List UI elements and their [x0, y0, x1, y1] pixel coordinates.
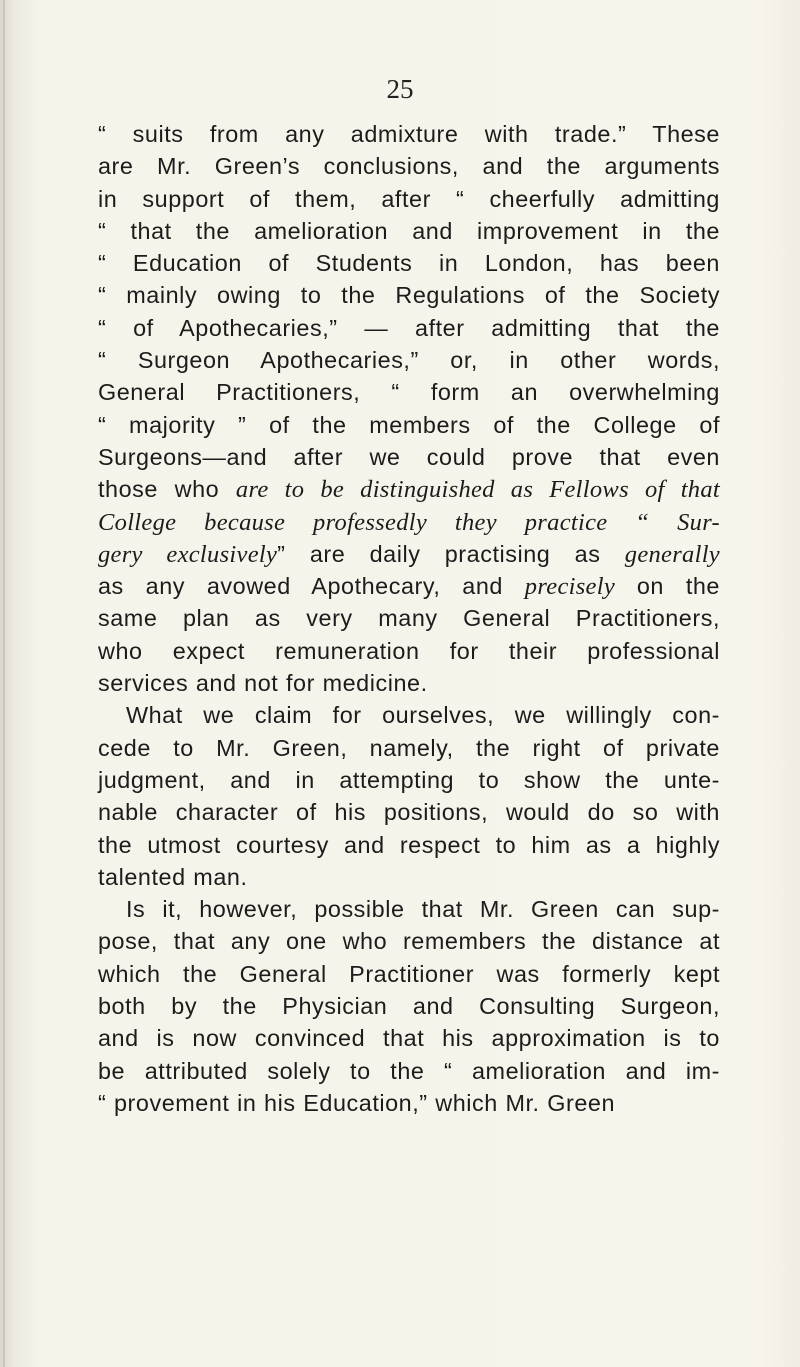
body-text	[98, 118, 720, 1119]
text-run: and is now convinced that his approximation is to	[98, 1025, 720, 1052]
text-run: ” are daily practising as	[277, 540, 625, 567]
italic-text: gery exclusively	[98, 540, 278, 568]
text-run: “ mainly owing to the Regulations of the Society	[98, 282, 720, 309]
text-line	[98, 344, 720, 376]
text-line	[98, 506, 720, 538]
text-line	[98, 473, 720, 505]
text-line	[98, 409, 720, 441]
text-run: cede to Mr. Green, namely, the right of private	[98, 734, 720, 761]
text-line	[98, 570, 720, 602]
text-run: What we claim for ourselves, we willingly con-	[126, 702, 720, 729]
page-number: 25	[386, 74, 414, 104]
text-run: “ majority ” of the members of the College of	[98, 411, 720, 438]
text-line	[98, 796, 720, 828]
italic-text: generally	[624, 540, 720, 568]
text-line	[98, 150, 720, 182]
text-run: “ provement in his Education,” which Mr. Green	[98, 1089, 616, 1116]
text-line	[98, 667, 720, 699]
text-line	[98, 925, 720, 957]
italic-text: are to be distinguished as Fellows of that	[235, 476, 721, 504]
text-run: Is it, however, possible that Mr. Green can sup-	[126, 896, 720, 923]
text-run: services and not for medicine.	[98, 670, 428, 697]
text-line	[98, 441, 720, 473]
text-line	[98, 764, 720, 796]
text-run: judgment, and in attempting to show the unte-	[98, 766, 720, 793]
text-line	[98, 990, 720, 1022]
text-run: “ suits from any admixture with trade.” These	[98, 121, 720, 147]
text-line	[98, 829, 720, 861]
text-run: talented man.	[98, 863, 248, 890]
text-line	[98, 635, 720, 667]
text-run: nable character of his positions, would do so with	[98, 799, 720, 826]
page-gutter	[3, 0, 5, 1367]
text-run: those who	[98, 476, 236, 503]
text-line	[98, 732, 720, 764]
text-run: “ Surgeon Apothecaries,” or, in other words,	[98, 347, 720, 374]
text-line	[98, 118, 720, 150]
text-line	[98, 247, 720, 279]
text-line	[98, 1087, 720, 1119]
text-run: which the General Practitioner was formerly kept	[98, 960, 720, 987]
text-run: are Mr. Green’s conclusions, and the arguments	[98, 153, 720, 180]
text-line	[98, 279, 720, 311]
text-line	[98, 1022, 720, 1054]
text-line	[98, 958, 720, 990]
text-run: “ Education of Students in London, has been	[98, 250, 720, 277]
text-line	[98, 1055, 720, 1087]
text-run: on the	[615, 573, 720, 600]
italic-text: College because professedly they practice “ Sur-	[98, 508, 720, 536]
text-run: “ of Apothecaries,” — after admitting that the	[98, 314, 720, 341]
text-run: “ that the amelioration and improvement in the	[98, 217, 720, 244]
text-run: who expect remuneration for their professional	[98, 637, 720, 664]
text-run: in support of them, after “ cheerfully admitting	[98, 185, 720, 212]
text-run: General Practitioners, “ form an overwhelming	[98, 379, 720, 406]
text-line	[98, 215, 720, 247]
text-line	[98, 376, 720, 408]
text-run: pose, that any one who remembers the distance at	[98, 928, 720, 955]
text-line	[98, 893, 720, 925]
text-line	[98, 699, 720, 731]
text-run: same plan as very many General Practitioners,	[98, 605, 720, 632]
text-line	[98, 861, 720, 893]
text-run: both by the Physician and Consulting Surgeon,	[98, 993, 720, 1020]
text-run: Surgeons—and after we could prove that even	[98, 443, 720, 470]
text-run: be attributed solely to the “ amelioration and im-	[98, 1057, 720, 1084]
text-line	[98, 312, 720, 344]
italic-text: precisely	[524, 573, 616, 601]
text-run: as any avowed Apothecary, and	[98, 573, 525, 600]
text-line	[98, 602, 720, 634]
text-line	[98, 538, 720, 570]
text-line	[98, 183, 720, 215]
text-run: the utmost courtesy and respect to him as a highly	[98, 831, 720, 858]
